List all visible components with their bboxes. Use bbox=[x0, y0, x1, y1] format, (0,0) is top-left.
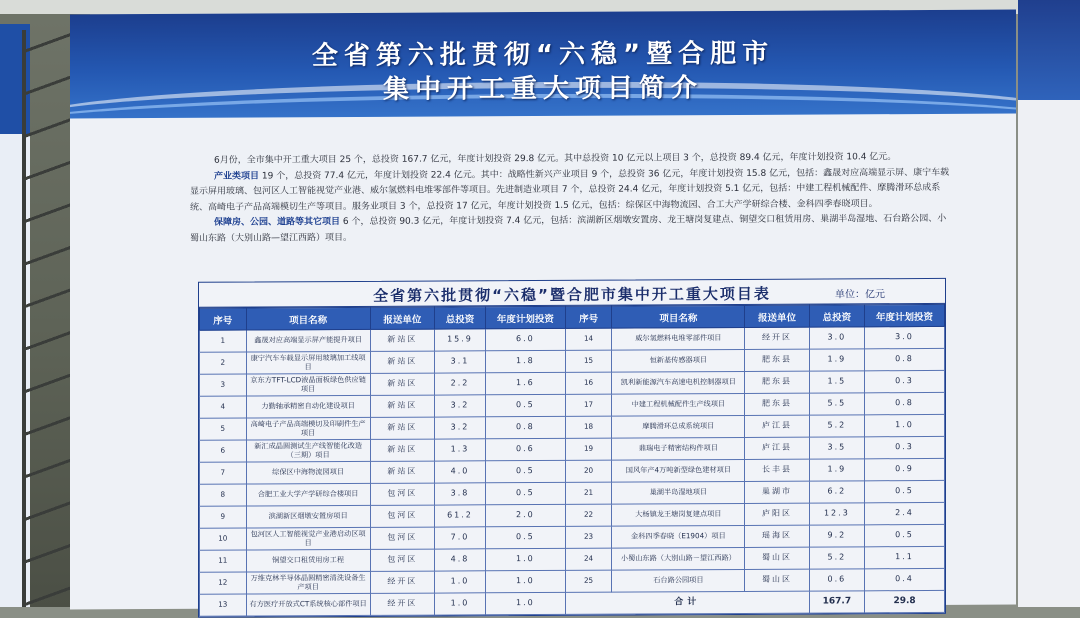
col-header: 年度计划投资 bbox=[485, 306, 565, 328]
cell-plan: 0.6 bbox=[485, 438, 565, 460]
cell-plan: 3.0 bbox=[865, 326, 945, 348]
industry-label: 产业类项目 bbox=[214, 170, 260, 182]
cell-unit: 包河区 bbox=[370, 505, 434, 527]
cell-name: 综保区中海物流园项目 bbox=[246, 461, 370, 484]
cell-no: 8 bbox=[200, 484, 247, 506]
cell-unit: 包河区 bbox=[370, 527, 434, 549]
cell-name: 有方医疗开放式CT系统核心部件项目 bbox=[246, 593, 370, 616]
cell-total: 3.5 bbox=[809, 437, 864, 459]
cell-plan: 1.0 bbox=[865, 414, 945, 436]
cell-no: 6 bbox=[200, 440, 247, 462]
cell-unit: 肥东县 bbox=[745, 349, 809, 371]
col-header: 报送单位 bbox=[370, 307, 434, 329]
cell-no: 13 bbox=[200, 594, 247, 616]
col-header: 项目名称 bbox=[612, 305, 745, 328]
cell-total: 4.8 bbox=[435, 549, 486, 571]
cell-no: 20 bbox=[565, 460, 612, 482]
cell-plan: 1.1 bbox=[865, 546, 945, 568]
cell-unit: 长丰县 bbox=[745, 459, 809, 481]
cell-no: 24 bbox=[565, 548, 612, 570]
cell-name: 凯利新能源汽车高速电机控制器项目 bbox=[612, 371, 745, 394]
total-annual-plan: 29.8 bbox=[865, 590, 945, 612]
cell-no: 5 bbox=[200, 418, 247, 440]
cell-name: 恒新基传感器项目 bbox=[612, 349, 745, 372]
total-investment: 167.7 bbox=[809, 591, 864, 613]
cell-name: 包河区人工智能视觉产业港启动区项目 bbox=[246, 527, 370, 550]
cell-plan: 0.3 bbox=[865, 370, 945, 392]
cell-total: 61.2 bbox=[435, 505, 486, 527]
intro-paragraph-3 bbox=[190, 212, 950, 247]
cell-total: 0.6 bbox=[809, 569, 864, 591]
cell-name: 万维克林半导体晶圆精密清洗设备生产项目 bbox=[246, 571, 370, 594]
table-unit: 单位：亿元 bbox=[835, 289, 885, 301]
cell-name: 京东方TFT-LCD液晶面板绿色供应链项目 bbox=[246, 373, 370, 396]
cell-plan: 1.0 bbox=[485, 548, 565, 570]
cell-no: 17 bbox=[565, 394, 612, 416]
cell-plan: 0.5 bbox=[865, 480, 945, 502]
cell-total: 1.0 bbox=[435, 571, 486, 593]
col-header: 序号 bbox=[565, 306, 612, 328]
cell-no: 16 bbox=[565, 372, 612, 394]
title-line-1: 全省第六批贯彻“六稳”暨合肥市 bbox=[311, 38, 775, 72]
cell-unit: 新站区 bbox=[370, 373, 434, 395]
total-label: 合计 bbox=[565, 591, 809, 614]
cell-name: 合肥工业大学产学研综合楼项目 bbox=[246, 483, 370, 506]
cell-name: 新汇成晶圆测试生产线智能化改造（三期）项目 bbox=[246, 439, 370, 462]
cell-name: 摩腾滑环总成系统项目 bbox=[612, 415, 745, 438]
cell-no: 23 bbox=[565, 526, 612, 548]
cell-name: 鼎瑞电子精密结构件项目 bbox=[612, 437, 745, 460]
cell-name: 国风年产4万吨新型绿色建材项目 bbox=[612, 459, 745, 482]
cell-total: 1.3 bbox=[435, 439, 486, 461]
intro-paragraph-2 bbox=[190, 165, 950, 215]
cell-plan: 1.0 bbox=[485, 592, 565, 614]
cell-total: 3.2 bbox=[435, 417, 486, 439]
intro-text bbox=[190, 150, 950, 247]
cell-unit: 新站区 bbox=[370, 439, 434, 461]
right-billboard-blue-strip bbox=[1018, 0, 1080, 100]
cell-unit: 庐江县 bbox=[745, 415, 809, 437]
cell-no: 10 bbox=[200, 528, 247, 550]
cell-total: 3.0 bbox=[809, 327, 864, 349]
cell-name: 巢湖半岛湿地项目 bbox=[612, 481, 745, 504]
cell-no: 2 bbox=[200, 352, 247, 374]
cell-plan: 0.8 bbox=[485, 416, 565, 438]
cell-total: 1.0 bbox=[435, 593, 486, 615]
cell-no: 9 bbox=[200, 506, 247, 528]
cell-unit: 新站区 bbox=[370, 351, 434, 373]
cell-no: 12 bbox=[200, 572, 247, 594]
cell-name: 滨湖新区烟墩安置房项目 bbox=[246, 505, 370, 528]
col-header: 总投资 bbox=[435, 307, 486, 329]
cell-plan: 0.9 bbox=[865, 458, 945, 480]
cell-total: 5.5 bbox=[809, 393, 864, 415]
cell-unit: 庐江县 bbox=[745, 437, 809, 459]
cell-unit: 肥东县 bbox=[745, 371, 809, 393]
other-text: 6 个，总投资 90.3 亿元，年度计划投资 7.4 亿元，包括：滨湖新区烟墩安置房、龙王塘岗复建点、铜望交口租赁用房、巢湖半岛湿地、石台路公园、小蜀山东路（大别山路—望江西路）项目。 bbox=[190, 213, 947, 244]
cell-unit: 蜀山区 bbox=[745, 547, 809, 569]
cell-total: 7.0 bbox=[435, 527, 486, 549]
cell-plan: 6.0 bbox=[485, 328, 565, 350]
project-table-panel bbox=[198, 278, 946, 618]
cell-plan: 0.5 bbox=[865, 524, 945, 546]
cell-unit: 新站区 bbox=[370, 395, 434, 417]
project-table bbox=[199, 304, 945, 617]
cell-plan: 0.5 bbox=[485, 394, 565, 416]
cell-plan: 0.3 bbox=[865, 436, 945, 458]
col-header: 总投资 bbox=[809, 305, 864, 327]
cell-unit: 包河区 bbox=[370, 483, 434, 505]
cell-plan: 0.4 bbox=[865, 568, 945, 590]
cell-plan: 1.6 bbox=[485, 372, 565, 394]
cell-plan: 0.8 bbox=[865, 392, 945, 414]
cell-unit: 肥东县 bbox=[745, 393, 809, 415]
col-header: 序号 bbox=[200, 308, 247, 330]
cell-total: 3.1 bbox=[435, 351, 486, 373]
industry-text: 19 个，总投资 77.4 亿元，年度计划投资 22.4 亿元。其中：战略性新兴产业项目 9 个，总投资 36 亿元，年度计划投资 15.8 亿元，包括：鑫晟对应高端显示屏、康宁车载显示屏用玻璃、包河区人工智能视觉产业港、威尔氢燃料电堆零部件等项目。先进制造业项目 7 个，总投资 24.4 亿元，年度计划投资 5.1 亿元，包括：中建工程机械配件、摩腾滑环总成系统、高崎电子产品高端模切生产等项目。服务业项目 3 个，总投资 17 亿元，年度计划投资 1.5 亿元，包括：综保区中海物流园、合工大产学研综合楼、金科四季春晓项目。 bbox=[190, 167, 950, 213]
cell-total: 5.2 bbox=[809, 547, 864, 569]
cell-plan: 1.0 bbox=[485, 570, 565, 592]
cell-name: 高崎电子产品高端模切及印刷件生产项目 bbox=[246, 417, 370, 440]
cell-unit: 新站区 bbox=[370, 417, 434, 439]
billboard bbox=[70, 10, 1016, 610]
cell-total: 5.2 bbox=[809, 415, 864, 437]
cell-plan: 1.8 bbox=[485, 350, 565, 372]
scaffold-frame bbox=[22, 30, 76, 607]
right-billboard bbox=[1018, 0, 1080, 607]
cell-total: 9.2 bbox=[809, 525, 864, 547]
cell-name: 小蜀山东路（大别山路－望江西路） bbox=[612, 547, 745, 570]
cell-unit: 经开区 bbox=[745, 327, 809, 349]
col-header: 项目名称 bbox=[246, 307, 370, 330]
cell-total: 3.2 bbox=[435, 395, 486, 417]
table-header-bar bbox=[199, 279, 945, 308]
cell-total: 2.2 bbox=[435, 373, 486, 395]
cell-unit: 蜀山区 bbox=[745, 569, 809, 591]
cell-total: 3.8 bbox=[435, 483, 486, 505]
cell-plan: 2.0 bbox=[485, 504, 565, 526]
cell-no: 14 bbox=[565, 328, 612, 350]
cell-unit: 巢湖市 bbox=[745, 481, 809, 503]
cell-no: 22 bbox=[565, 504, 612, 526]
cell-unit: 庐阳区 bbox=[745, 503, 809, 525]
cell-unit: 经开区 bbox=[370, 571, 434, 593]
cell-no: 21 bbox=[565, 482, 612, 504]
cell-plan: 0.5 bbox=[485, 482, 565, 504]
cell-unit: 经开区 bbox=[370, 593, 434, 615]
cell-no: 18 bbox=[565, 416, 612, 438]
cell-no: 7 bbox=[200, 462, 247, 484]
cell-name: 中建工程机械配件生产线项目 bbox=[612, 393, 745, 416]
other-label: 保障房、公园、道路等其它项目 bbox=[214, 217, 341, 228]
title-line-2: 集中开工重大项目简介 bbox=[382, 73, 703, 105]
cell-plan: 0.5 bbox=[485, 526, 565, 548]
title-banner bbox=[70, 10, 1016, 119]
cell-plan: 0.5 bbox=[485, 460, 565, 482]
table-title: 全省第六批贯彻“六稳”暨合肥市集中开工重大项目表 bbox=[373, 284, 771, 305]
cell-no: 4 bbox=[200, 396, 247, 418]
intro-paragraph-1: 6月份，全市集中开工重大项目 25 个，总投资 167.7 亿元，年度计划投资 29.8 亿元。其中总投资 10 亿元以上项目 3 个，总投资 89.4 亿元，年度计划投资 10.4 亿元。 bbox=[214, 152, 897, 166]
table-body bbox=[200, 326, 945, 616]
cell-name: 力勤轴承精密自动化建设项目 bbox=[246, 395, 370, 418]
cell-total: 4.0 bbox=[435, 461, 486, 483]
table-row bbox=[200, 590, 945, 616]
cell-unit: 包河区 bbox=[370, 549, 434, 571]
cell-unit: 新站区 bbox=[370, 329, 434, 351]
cell-plan: 2.4 bbox=[865, 502, 945, 524]
cell-total: 1.9 bbox=[809, 459, 864, 481]
cell-name: 鑫晟对应高端显示屏产能提升项目 bbox=[246, 329, 370, 352]
cell-total: 1.5 bbox=[809, 371, 864, 393]
cell-total: 12.3 bbox=[809, 503, 864, 525]
col-header: 年度计划投资 bbox=[865, 304, 945, 326]
cell-unit: 瑶海区 bbox=[745, 525, 809, 547]
cell-no: 3 bbox=[200, 374, 247, 396]
cell-no: 25 bbox=[565, 570, 612, 592]
cell-name: 康宁汽车车载显示屏用玻璃加工线项目 bbox=[246, 351, 370, 374]
cell-no: 11 bbox=[200, 550, 247, 572]
cell-name: 威尔氢燃料电堆零部件项目 bbox=[612, 327, 745, 350]
cell-name: 铜望交口租赁用房工程 bbox=[246, 549, 370, 572]
cell-total: 1.9 bbox=[809, 349, 864, 371]
cell-name: 石台路公园项目 bbox=[612, 569, 745, 592]
cell-no: 19 bbox=[565, 438, 612, 460]
cell-no: 1 bbox=[200, 330, 247, 352]
cell-total: 15.9 bbox=[435, 329, 486, 351]
col-header: 报送单位 bbox=[745, 305, 809, 327]
cell-name: 大杨镇龙王塘岗复建点项目 bbox=[612, 503, 745, 526]
cell-unit: 新站区 bbox=[370, 461, 434, 483]
cell-total: 6.2 bbox=[809, 481, 864, 503]
cell-name: 金科四季春晓（E1904）项目 bbox=[612, 525, 745, 548]
cell-plan: 0.8 bbox=[865, 348, 945, 370]
cell-no: 15 bbox=[565, 350, 612, 372]
